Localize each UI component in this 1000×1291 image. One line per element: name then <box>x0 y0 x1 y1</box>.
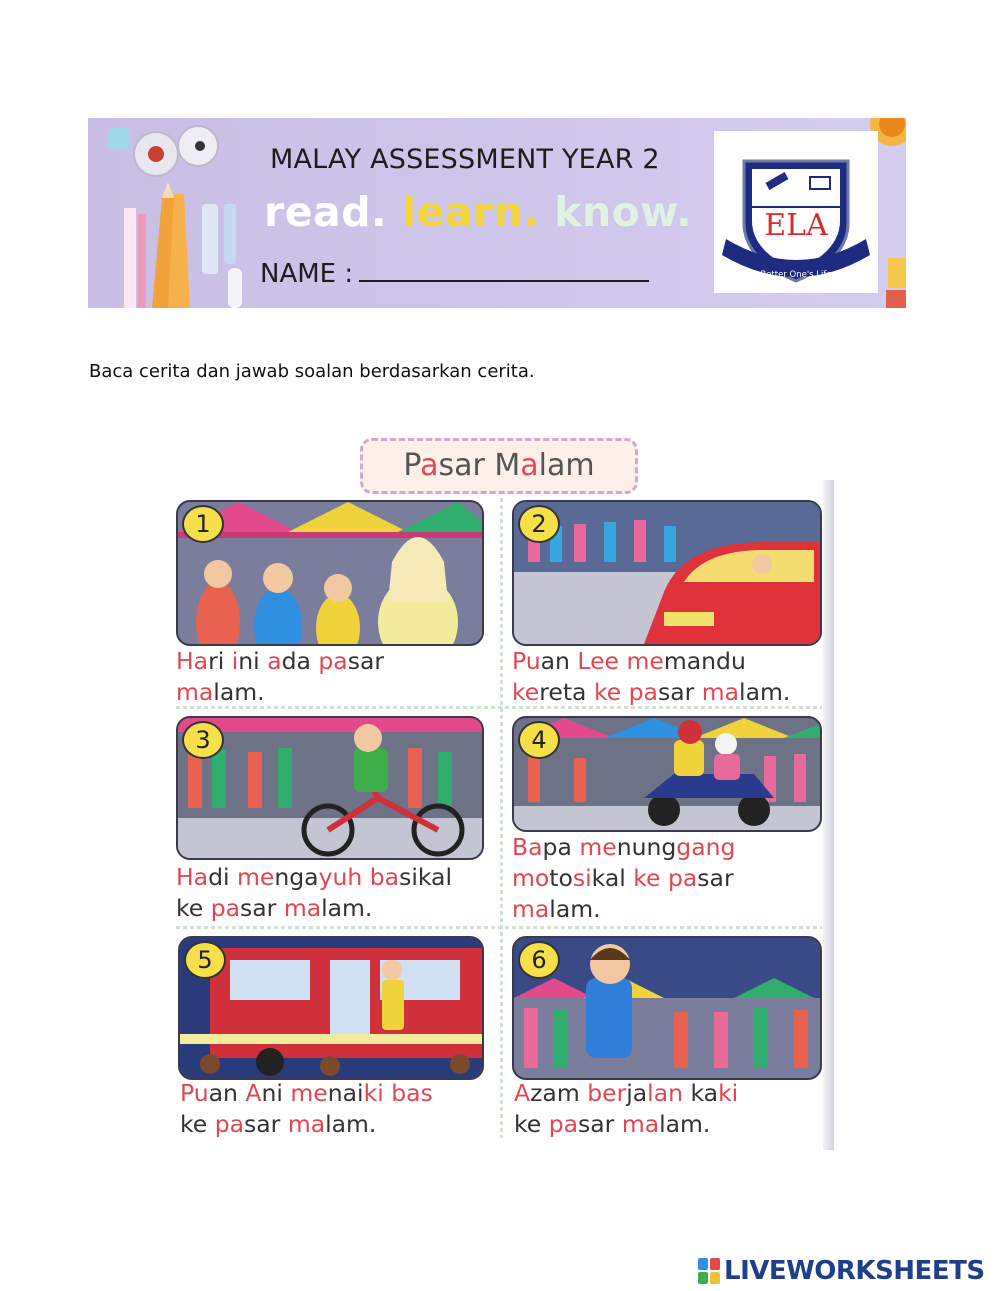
caption-syllable: ber <box>587 1079 627 1107</box>
story-title-part: a <box>420 448 439 483</box>
illustration-panel-2 <box>512 500 822 646</box>
caption-syllable: sar <box>657 678 702 706</box>
caption-line <box>176 893 452 924</box>
liveworksheets-logo <box>698 1256 985 1286</box>
caption-syllable: ke <box>593 678 629 706</box>
caption-line <box>514 1109 738 1140</box>
page-spine <box>823 480 834 1150</box>
caption-line <box>512 832 735 863</box>
story-page <box>172 430 834 1150</box>
caption-line <box>176 862 452 893</box>
caption-panel-2 <box>512 646 790 708</box>
caption-syllable: pa <box>667 864 698 892</box>
slogan <box>264 188 692 236</box>
caption-syllable: sar <box>697 864 734 892</box>
caption-line <box>512 677 790 708</box>
caption-syllable: lan <box>647 1079 691 1107</box>
caption-syllable: Lee <box>577 647 627 675</box>
panel-number: 1 <box>182 505 224 543</box>
caption-syllable: pa <box>542 833 580 861</box>
caption-syllable: bas <box>391 1079 433 1107</box>
caption-syllable: si <box>572 864 592 892</box>
slogan-know: know. <box>554 188 693 236</box>
brand-cubes-icon <box>698 1258 720 1284</box>
illustration-panel-3 <box>176 716 484 860</box>
caption-syllable: Ha <box>176 647 209 675</box>
caption-syllable: pa <box>210 894 241 922</box>
caption-syllable: lam. <box>325 1110 377 1138</box>
caption-syllable: a <box>267 647 282 675</box>
caption-line <box>514 1078 738 1109</box>
caption-syllable: ri <box>208 647 232 675</box>
caption-line <box>176 646 384 677</box>
caption-syllable: ni <box>238 647 268 675</box>
caption-syllable: zam <box>530 1079 588 1107</box>
caption-syllable: me <box>237 863 275 891</box>
caption-panel-4 <box>512 832 735 925</box>
caption-syllable: mo <box>512 864 550 892</box>
caption-syllable: ja <box>626 1079 648 1107</box>
caption-syllable: an <box>208 1079 246 1107</box>
caption-syllable: ba <box>369 863 400 891</box>
slogan-learn: learn. <box>401 188 540 236</box>
illustration-panel-5 <box>178 936 484 1080</box>
banner-title: MALAY ASSESSMENT YEAR 2 <box>270 144 660 175</box>
caption-syllable: ke <box>180 1110 215 1138</box>
caption-syllable: ke <box>512 678 540 706</box>
caption-syllable: gang <box>676 833 736 861</box>
caption-syllable: ta <box>562 678 594 706</box>
name-input-blank[interactable] <box>359 258 649 282</box>
caption-syllable: nung <box>616 833 677 861</box>
caption-panel-6 <box>514 1078 738 1140</box>
caption-syllable: me <box>626 647 664 675</box>
name-line <box>260 258 649 289</box>
caption-line <box>180 1109 433 1140</box>
caption-syllable: ma <box>176 678 214 706</box>
caption-syllable: Pu <box>512 647 541 675</box>
caption-syllable: re <box>539 678 563 706</box>
caption-syllable: Ba <box>512 833 543 861</box>
caption-syllable: lam. <box>659 1110 711 1138</box>
caption-syllable: ma <box>287 1110 326 1138</box>
caption-syllable: i <box>231 647 239 675</box>
panel-number: 6 <box>518 941 560 979</box>
caption-syllable: ma <box>283 894 322 922</box>
caption-syllable: ma <box>701 678 740 706</box>
story-title-part: a <box>520 448 539 483</box>
slogan-read: read. <box>264 188 388 236</box>
illustration-panel-6 <box>512 936 822 1080</box>
caption-syllable: Pu <box>180 1079 209 1107</box>
caption-syllable: kal <box>591 864 634 892</box>
caption-syllable: A <box>245 1079 262 1107</box>
story-title-part: M <box>494 448 521 483</box>
caption-syllable: da <box>281 647 319 675</box>
panel-number: 3 <box>182 721 224 759</box>
caption-syllable: ni <box>261 1079 291 1107</box>
caption-syllable: ma <box>512 895 550 923</box>
name-label: NAME : <box>260 259 354 289</box>
illustration-panel-4 <box>512 716 822 832</box>
brand-name: LIVEWORKSHEETS <box>724 1256 985 1286</box>
stationery-decoration <box>88 118 248 308</box>
logo-text: ELA <box>764 208 828 243</box>
caption-line <box>512 863 735 894</box>
story-title-part: lam <box>538 448 595 483</box>
caption-syllable: lam. <box>549 895 601 923</box>
caption-syllable: pa <box>214 1110 245 1138</box>
caption-syllable: lam. <box>213 678 265 706</box>
caption-syllable: ke <box>176 894 211 922</box>
caption-line <box>180 1078 433 1109</box>
caption-syllable: to <box>549 864 573 892</box>
caption-syllable: man <box>663 647 717 675</box>
caption-syllable: me <box>579 833 617 861</box>
story-title <box>360 438 638 494</box>
caption-syllable: pa <box>628 678 658 706</box>
caption-syllable: du <box>716 647 746 675</box>
caption-syllable: pa <box>318 647 348 675</box>
caption-syllable: sar <box>244 1110 288 1138</box>
caption-syllable: sar <box>578 1110 622 1138</box>
caption-syllable: kal <box>417 863 452 891</box>
caption-syllable: Ha <box>176 863 209 891</box>
caption-line <box>512 646 790 677</box>
caption-panel-5 <box>180 1078 433 1140</box>
header-banner <box>88 118 906 308</box>
panel-number: 5 <box>184 941 226 979</box>
panel-number: 2 <box>518 505 560 543</box>
illustration-panel-1 <box>176 500 484 646</box>
caption-line <box>512 894 735 925</box>
caption-line <box>176 677 384 708</box>
caption-syllable: an <box>540 647 578 675</box>
logo-motto: Better One's Life <box>760 270 832 280</box>
caption-syllable: ma <box>621 1110 660 1138</box>
story-title-part: P <box>403 448 421 483</box>
caption-syllable: ki <box>363 1079 392 1107</box>
caption-panel-3 <box>176 862 452 924</box>
caption-syllable: lam. <box>739 678 791 706</box>
column-divider <box>500 498 503 1138</box>
caption-syllable: A <box>514 1079 531 1107</box>
caption-syllable: yuh <box>318 863 370 891</box>
row-divider <box>176 926 822 929</box>
caption-syllable: ki <box>718 1079 739 1107</box>
caption-syllable: ke <box>633 864 668 892</box>
panel-number: 4 <box>518 721 560 759</box>
caption-syllable: ka <box>690 1079 719 1107</box>
caption-syllable: lam. <box>321 894 373 922</box>
caption-syllable: sar <box>347 647 385 675</box>
caption-syllable: sar <box>240 894 284 922</box>
story-title-part: sar <box>438 448 495 483</box>
caption-syllable: me <box>290 1079 328 1107</box>
caption-syllable: nga <box>274 863 319 891</box>
caption-syllable: nai <box>327 1079 364 1107</box>
school-logo <box>714 131 878 293</box>
caption-panel-1 <box>176 646 384 708</box>
instruction-text: Baca cerita dan jawab soalan berdasarkan cerita. <box>89 361 535 382</box>
caption-syllable: ke <box>514 1110 549 1138</box>
caption-syllable: di <box>208 863 237 891</box>
caption-syllable: si <box>399 863 418 891</box>
caption-syllable: pa <box>548 1110 579 1138</box>
